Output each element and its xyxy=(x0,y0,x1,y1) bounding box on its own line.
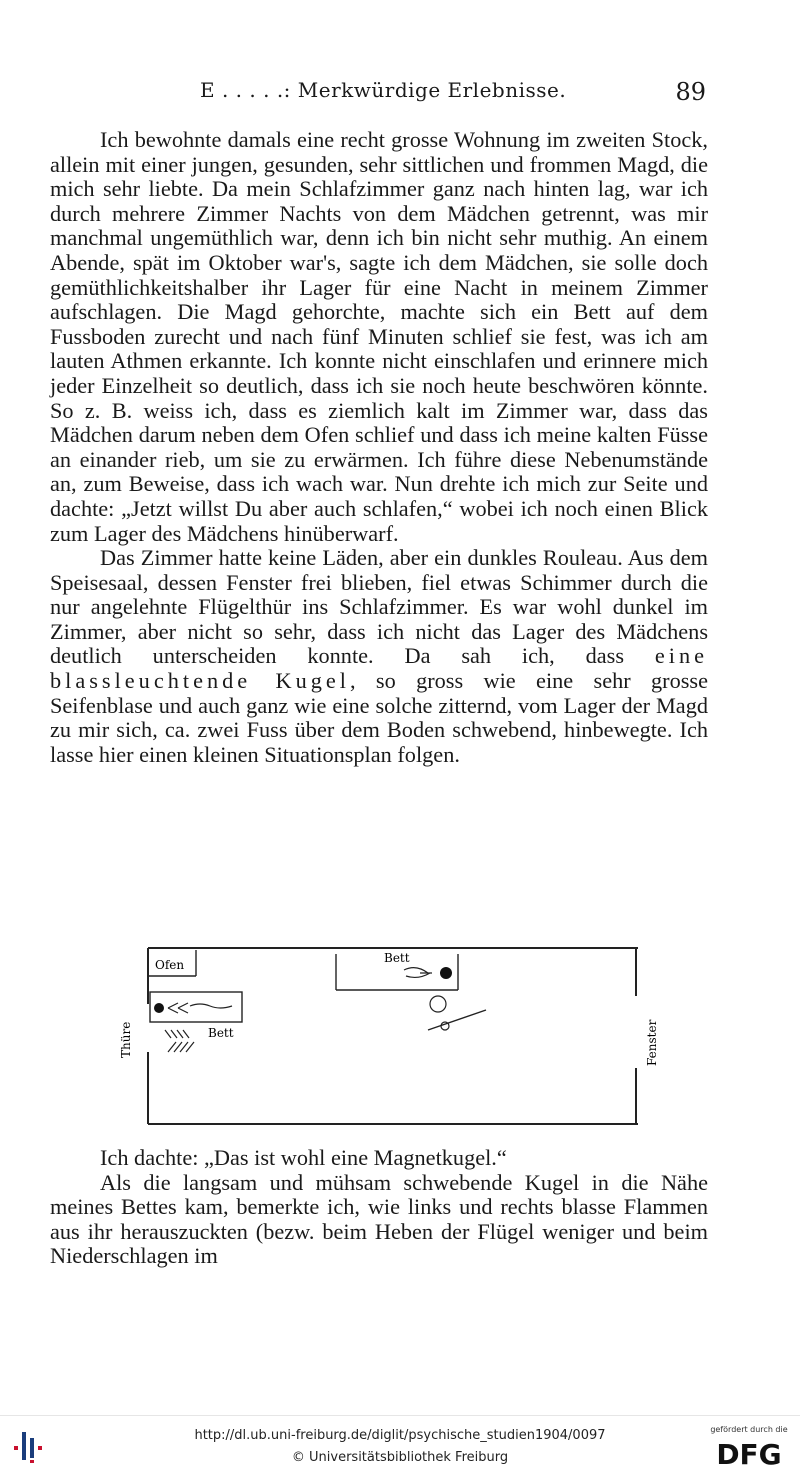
dfg-caption: gefördert durch die xyxy=(710,1425,788,1434)
body-text xyxy=(50,128,708,767)
paragraph-1: Ich bewohnte damals eine recht grosse Wohnung im zweiten Stock, allein mit einer jungen, gesunden, sehr sittlichen und frommen Magd, die mich sehr liebte. Da mein Schlafzimmer ganz nach hinten lag, war ich durch mehrere Zimmer Nachts von dem Mädchen getrennt, was mir manchmal ungemüthlich war, denn ich bin nicht sehr muthig. An einem Abende, spät im Oktober war's, sagte ich dem Mädchen, sie solle doch gemüthlichkeitshalber ihr Lager für eine Nacht in meinem Zimmer aufschlagen. Die Magd gehorchte, machte sich ein Bett auf dem Fussboden zurecht und nach fünf Minuten schlief sie fest, was ich am lauten Athmen erkannte. Ich konnte nicht einschlafen und erinnere mich jeder Einzelheit so deutlich, dass ich sie noch heute beschwören könnte. So z. B. weiss ich, dass es ziemlich kalt im Zimmer war, dass das Mädchen darum neben dem Ofen schlief und dass ich meine kalten Füsse an einander rieb, um sie zu erwärmen. Ich führe diese Nebenumstände an, zum Beweise, dass ich wach war. Nun drehte ich mich zur Seite und dachte: „Jetzt willst Du aber auch schlafen,“ wobei ich noch einen Blick zum Lager des Mädchens hinüberwarf. xyxy=(50,127,708,546)
flame-arrow-left xyxy=(168,1003,232,1013)
viewer-footer xyxy=(0,1415,800,1473)
ball-path-line xyxy=(428,1010,486,1030)
dfg-logo-text: DFG xyxy=(716,1438,782,1468)
dfg-logo-icon xyxy=(706,1422,792,1468)
paragraph-4: Als die langsam und mühsam schwebende Kugel in die Nähe meines Bettes kam, bemerkte ich, wie links und rechts blasse Flammen aus ihr herauszuckten (bezw. beim Heben der Flügel weniger und beim Niederschlagen im xyxy=(50,1169,708,1269)
page-header xyxy=(50,78,710,110)
maid-head-dot xyxy=(154,1003,164,1013)
paragraph-2-spaced-phrase: eine blassleuchtende Kugel xyxy=(50,643,708,694)
floating-ball xyxy=(430,996,446,1012)
situation-plan-svg xyxy=(110,940,670,1130)
copyright-notice: © Universitätsbibliothek Freiburg xyxy=(291,1450,509,1465)
bett-left-label: Bett xyxy=(208,1026,234,1040)
page-number: 89 xyxy=(675,78,706,106)
running-head: E . . . . .: Merkwürdige Erlebnisse. xyxy=(200,78,567,102)
hatch-marks-lower xyxy=(168,1042,194,1052)
situation-plan-diagram xyxy=(110,940,670,1130)
fenster-label: Fenster xyxy=(645,1019,659,1066)
paragraph-3: Ich dachte: „Das ist wohl eine Magnetkugel.“ xyxy=(100,1145,507,1170)
paragraph-2-part-b: , so gross wie eine sehr grosse Seifenblase und auch ganz wie eine solche zitternd, vom Lager der Magd zu mir sich, ca. zwei Fuss über dem Boden schwebend, hinbewegte. Ich lasse hier einen kleinen Situationsplan folgen. xyxy=(50,668,708,767)
flame-arrow-top xyxy=(404,968,432,978)
source-url[interactable]: http://dl.ub.uni-freiburg.de/diglit/psychische_studien1904/0097 xyxy=(194,1428,606,1443)
thuere-label: Thüre xyxy=(119,1021,133,1058)
hatch-marks-upper xyxy=(165,1030,189,1038)
paragraph-2-part-a: Das Zimmer hatte keine Läden, aber ein dunkles Rouleau. Aus dem Speisesaal, dessen Fenster frei blieben, fiel etwas Schimmer durch die nur angelehnte Flügelthür ins Schlafzimmer. Es war wohl dunkel im Zimmer, aber nicht so sehr, dass ich nicht das Lager des Mädchens deutlich unterscheiden konnte. Da sah ich, dass xyxy=(50,545,708,669)
narrator-head-dot xyxy=(440,967,452,979)
ofen-label: Ofen xyxy=(155,958,185,972)
body-text-continued xyxy=(50,1146,708,1269)
bett-top-label: Bett xyxy=(384,951,410,965)
ball-path-loop xyxy=(441,1022,449,1030)
paragraph-2 xyxy=(50,546,708,767)
